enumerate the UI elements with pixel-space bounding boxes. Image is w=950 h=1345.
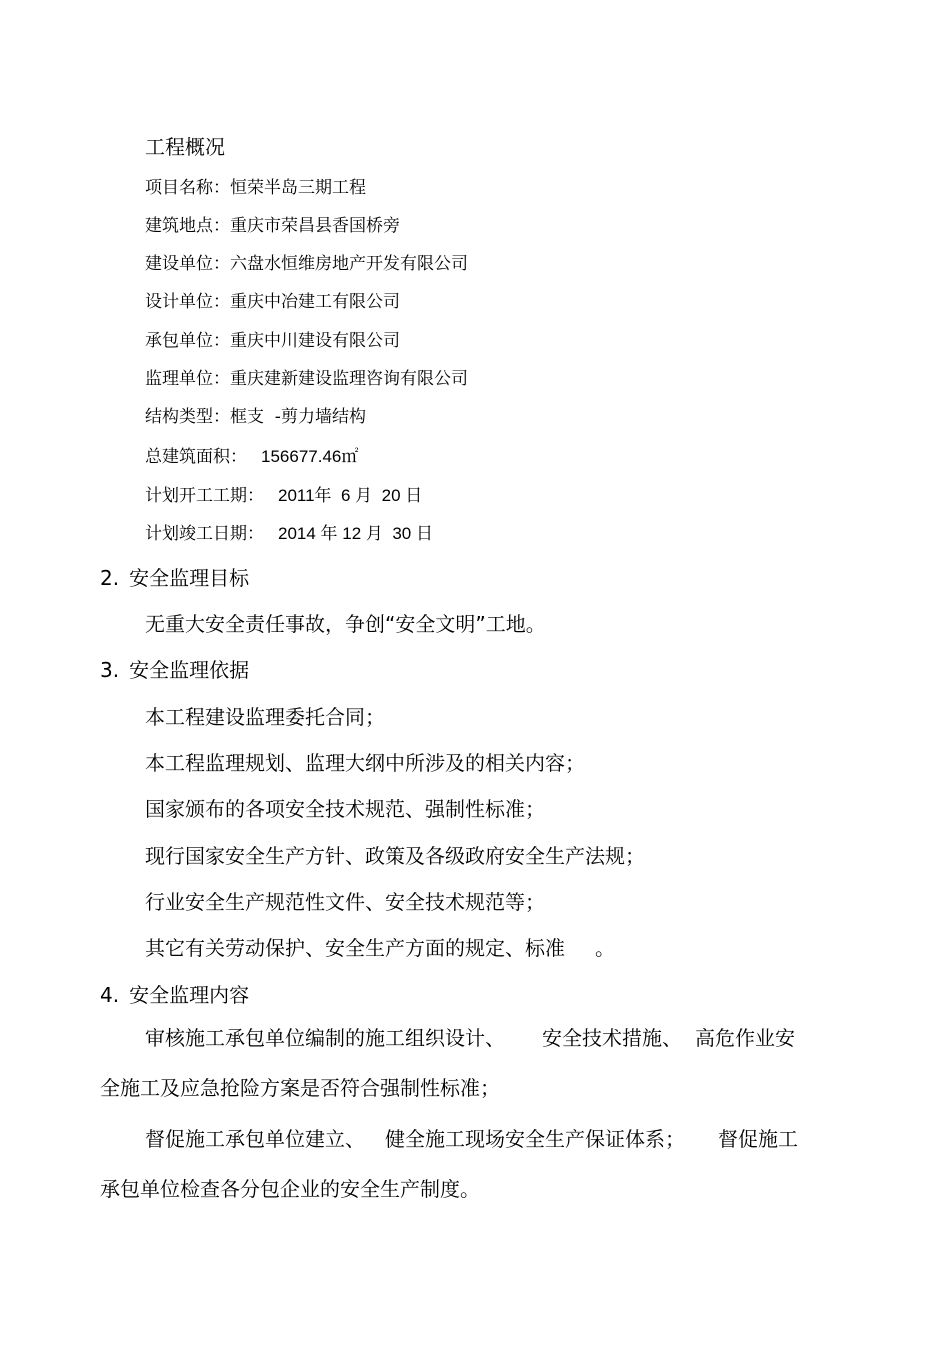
basis-item: 本工程监理规划、监理大纲中所涉及的相关内容；	[145, 751, 585, 775]
overview-value: 恒荣半岛三期工程	[230, 178, 366, 198]
overview-label: 设计单位：	[145, 292, 230, 312]
section-title: 安全监理目标	[129, 566, 250, 590]
overview-item-structure-type	[145, 409, 366, 426]
overview-item-designer	[145, 294, 400, 311]
overview-value: 2014 年 12 月 30 日	[278, 524, 433, 543]
content-paragraph-1-line-1c: 高危作业安	[695, 1026, 795, 1050]
section-number: 4.	[100, 983, 120, 1007]
overview-item-total-area	[145, 448, 358, 466]
basis-item-text: 其它有关劳动保护、安全生产方面的规定、标准	[145, 936, 565, 960]
section3-heading	[100, 660, 249, 680]
overview-value: 框支 -剪力墙结构	[230, 407, 366, 427]
overview-label: 建筑地点：	[145, 216, 230, 236]
overview-item-end-date	[145, 525, 433, 543]
overview-value: 重庆建新建设监理咨询有限公司	[230, 369, 468, 389]
content-paragraph-1-line-1b: 安全技术措施、	[542, 1026, 682, 1050]
content-paragraph-1-line-1	[145, 1028, 505, 1048]
overview-label: 总建筑面积：	[145, 447, 247, 467]
section-title: 安全监理内容	[129, 983, 250, 1007]
basis-item: 本工程建设监理委托合同；	[145, 705, 385, 729]
overview-label: 承包单位：	[145, 331, 230, 351]
overview-item-location	[145, 218, 400, 235]
basis-item-last	[145, 938, 615, 958]
overview-heading: 工程概况	[145, 135, 225, 159]
overview-label: 项目名称：	[145, 178, 230, 198]
overview-label: 计划开工工期：	[145, 486, 264, 506]
overview-item-supervisor	[145, 371, 468, 388]
overview-label: 建设单位：	[145, 254, 230, 274]
basis-item: 行业安全生产规范性文件、安全技术规范等；	[145, 890, 545, 914]
section4-heading	[100, 985, 249, 1005]
overview-item-contractor	[145, 333, 400, 350]
basis-item-suffix: 。	[595, 936, 615, 960]
overview-value: 重庆市荣昌县香国桥旁	[230, 216, 400, 236]
section-number: 3.	[100, 658, 120, 682]
overview-item-start-date	[145, 487, 422, 505]
content-paragraph-1-line-2: 全施工及应急抢险方案是否符合强制性标准；	[100, 1076, 500, 1100]
overview-label: 计划竣工日期：	[145, 524, 264, 544]
section-number: 2.	[100, 566, 120, 590]
section2-text: 无重大安全责任事故，争创“安全文明”工地。	[145, 612, 546, 636]
content-paragraph-2-line-1: 督促施工承包单位建立、	[145, 1127, 365, 1151]
overview-label: 结构类型：	[145, 407, 230, 427]
overview-value: 六盘水恒维房地产开发有限公司	[230, 254, 468, 274]
overview-item-developer	[145, 256, 468, 273]
overview-item-project-name	[145, 180, 366, 197]
basis-item: 国家颁布的各项安全技术规范、强制性标准；	[145, 797, 545, 821]
overview-value: 2011年 6 月 20 日	[278, 486, 423, 505]
overview-value: 重庆中川建设有限公司	[230, 331, 400, 351]
basis-item: 现行国家安全生产方针、政策及各级政府安全生产法规；	[145, 844, 645, 868]
content-text: 审核施工承包单位编制的施工组织设计、	[145, 1026, 505, 1050]
content-paragraph-2-line-1c: 督促施工	[718, 1127, 798, 1151]
overview-value: 重庆中冶建工有限公司	[230, 292, 400, 312]
overview-label: 监理单位：	[145, 369, 230, 389]
overview-value: 156677.46㎡	[261, 447, 359, 466]
content-paragraph-2-line-2: 承包单位检查各分包企业的安全生产制度。	[100, 1177, 480, 1201]
section2-heading	[100, 568, 249, 588]
section-title: 安全监理依据	[129, 658, 250, 682]
content-paragraph-2-line-1b: 健全施工现场安全生产保证体系；	[385, 1127, 685, 1151]
